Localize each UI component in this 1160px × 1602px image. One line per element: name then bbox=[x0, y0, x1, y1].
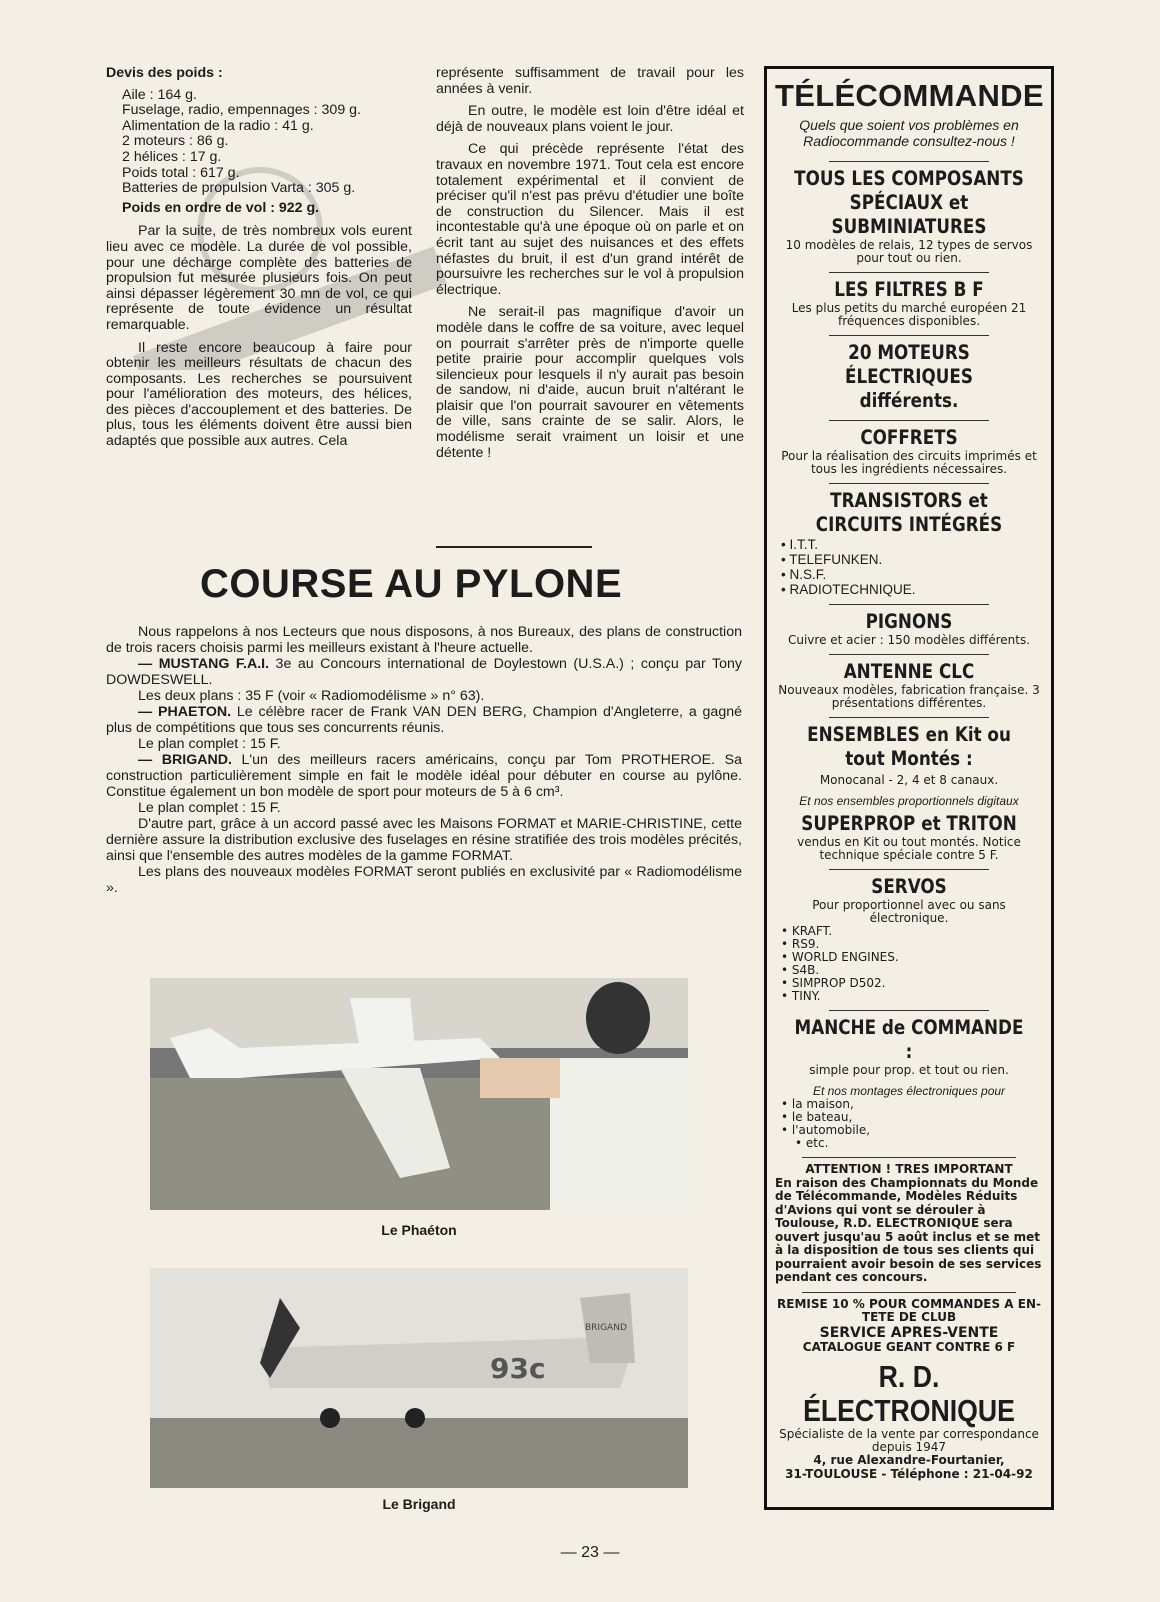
weight-item: 2 hélices : 17 g. bbox=[122, 148, 222, 165]
ad-section-title: PIGNONS bbox=[865, 610, 953, 633]
brand-city-phone: 31-TOULOUSE - Téléphone : 21-04-92 bbox=[785, 1466, 1033, 1481]
ad-section-title: TRANSISTORS et CIRCUITS INTÉGRÉS bbox=[815, 489, 1003, 536]
ad-divider bbox=[829, 604, 990, 605]
ad-bullet: • KRAFT. bbox=[781, 925, 1043, 938]
ad-bullet: • la maison, bbox=[781, 1098, 1043, 1111]
price: Les deux plans : 35 F (voir « Radiomodélisme » n° 63). bbox=[138, 688, 485, 704]
ad-section-title: COFFRETS bbox=[860, 426, 958, 449]
brigand-entry bbox=[106, 752, 742, 800]
paragraph: représente suffisamment de travail pour les années à venir. bbox=[436, 65, 744, 97]
weight-item: 2 moteurs : 86 g. bbox=[122, 133, 229, 150]
ad-tagline: Quels que soient vos problèmes en Radiocommande consultez-nous ! bbox=[799, 117, 1019, 149]
ad-bullet: • TELEFUNKEN. bbox=[781, 552, 1043, 567]
ad-section-title: MANCHE de COMMANDE : bbox=[794, 1016, 1024, 1063]
ad-italic-note: Et nos montages électroniques pour bbox=[812, 1084, 1006, 1098]
paragraph: D'autre part, grâce à un accord passé avec les Maisons FORMAT et MARIE-CHRISTINE, cette dernière assure la distribution exclusive des fuselages en résine stratifiée des trois modèles précités, ainsi que l'ensemble des autres modèles de la gamme FORMAT. bbox=[106, 816, 742, 864]
brand-address: 4, rue Alexandre-Fourtanier, bbox=[813, 1453, 1005, 1467]
weight-item: Batteries de propulsion Varta : 305 g. bbox=[122, 180, 356, 197]
weight-item: Fuselage, radio, empennages : 309 g. bbox=[122, 102, 361, 119]
ad-bullet: • TINY. bbox=[781, 990, 1043, 1003]
catalogue-text: CATALOGUE GEANT CONTRE 6 F bbox=[802, 1339, 1016, 1354]
ad-divider bbox=[829, 161, 990, 162]
photo-phaeton bbox=[150, 978, 688, 1210]
weight-item: Aile : 164 g. bbox=[122, 86, 197, 103]
ad-bullet: • S4B. bbox=[781, 964, 1043, 977]
model-text: 3e au Concours international de Doylestown (U.S.A.) ; conçu par Tony DOWDESWELL. bbox=[106, 656, 743, 688]
weights-heading: Devis des poids : bbox=[106, 65, 223, 81]
ad-divider bbox=[829, 483, 990, 484]
ad-bullet: • WORLD ENGINES. bbox=[781, 951, 1043, 964]
mustang-entry bbox=[106, 656, 742, 688]
paragraph: Il reste encore beaucoup à faire pour obtenir les meilleurs résultats de chacun des composants. Les recherches se poursuivent pour l'amélioration des moteurs, des hélices, des pièces d'accouplement et des batteries. De plus, tous les éléments doivent être aussi bien adaptés que possible aux autres. Cela bbox=[106, 339, 412, 450]
page-number: — 23 — bbox=[560, 1544, 620, 1561]
ad-section-title: LES FILTRES B F bbox=[834, 278, 984, 301]
paragraph: Ce qui précède représente l'état des travaux en novembre 1971. Tout cela est encore totalement expérimental et il convient de préciser qu'il n'est pas prévu d'étudier une boîte de construction du Silencer. Mais il est incontestable qu'à une époque où on parle et on écrit tant au sujet des nuisances et des effets néfastes du bruit, il est d'un grand intérêt de poursuivre les recherches sur le vol à propulsion électrique. bbox=[436, 141, 744, 298]
attention-text: En raison des Championnats du Monde de Télécommande, Modèles Réduits d'Avions qui vont se dérouler à Toulouse, R.D. ELECTRONIQUE sera ouvert jusqu'au 5 août inclus et se met à la disposition de tous ses clients qui pourraient avoir besoin de ses services pendant ces concours. bbox=[775, 1175, 1042, 1284]
model-text: L'un des meilleurs racers américains, conçu par Tom PROTHEROE. Sa construction particulièrement simple en fait le modèle idéal pour débuter en course au pylône. Constitue également un bon modèle de sport pour moteurs de 5 à 6 cm³. bbox=[106, 752, 742, 800]
paragraph: Par la suite, de très nombreux vols eurent lieu avec ce modèle. La durée de vol possible, pour une décharge complète des batteries de propulsion fut mesurée plusieurs fois. On peut ainsi dépasser légèrement 30 mn de vol, ce qui représente de toute évidence un résultat remarquable. bbox=[106, 223, 412, 333]
ad-bullet: • SIMPROP D502. bbox=[781, 977, 1043, 990]
ad-bullet: • RS9. bbox=[781, 938, 1043, 951]
ad-section-title: SERVOS bbox=[871, 875, 947, 898]
ad-bullet: • le bateau, bbox=[781, 1111, 1043, 1124]
ad-bullet: • l'automobile, bbox=[781, 1124, 1043, 1137]
section-title: COURSE AU PYLONE bbox=[200, 562, 623, 606]
ad-section-title: ANTENNE CLC bbox=[843, 660, 975, 683]
remise-text: REMISE 10 % POUR COMMANDES A EN-TETE DE CLUB bbox=[777, 1296, 1041, 1324]
photo-caption: Le Phaéton bbox=[381, 1222, 457, 1238]
middle-column bbox=[436, 66, 744, 468]
ad-section-text: Les plus petits du marché européen 21 fréquences disponibles. bbox=[791, 301, 1027, 328]
brand-name: R. D. ÉLECTRONIQUE bbox=[803, 1359, 1015, 1428]
weight-item: Poids total : 617 g. bbox=[122, 164, 240, 181]
price: Le plan complet : 15 F. bbox=[138, 736, 281, 752]
course-notice bbox=[106, 624, 742, 896]
ad-title: TÉLÉCOMMANDE bbox=[775, 78, 1044, 113]
ad-divider bbox=[802, 1292, 1016, 1293]
tail-name: BRIGAND bbox=[585, 1323, 627, 1333]
attention-title: ATTENTION ! TRES IMPORTANT bbox=[805, 1162, 1013, 1176]
section-divider bbox=[436, 546, 592, 548]
ad-bullet: • N.S.F. bbox=[781, 567, 1043, 582]
model-name: — BRIGAND. bbox=[138, 752, 232, 768]
ad-divider bbox=[829, 654, 990, 655]
ad-divider bbox=[829, 717, 990, 718]
brand-subtitle: Spécialiste de la vente par correspondance depuis 1947 bbox=[779, 1427, 1039, 1454]
ad-divider bbox=[829, 272, 990, 273]
ad-section-text: 10 modèles de relais, 12 types de servos pour tout ou rien. bbox=[785, 238, 1033, 265]
photo-caption: Le Brigand bbox=[382, 1496, 456, 1512]
ad-section-text: Cuivre et acier : 150 modèles différents. bbox=[787, 633, 1031, 647]
ad-section-title: TOUS LES COMPOSANTS SPÉCIAUX et SUBMINIATURES bbox=[794, 167, 1024, 238]
tail-number: 93c bbox=[490, 1352, 546, 1385]
ad-section-text: Monocanal - 2, 4 et 8 canaux. bbox=[819, 773, 999, 787]
ad-section-text: Pour la réalisation des circuits imprimés et tous les ingrédients nécessaires. bbox=[781, 449, 1037, 476]
weight-item: Alimentation de la radio : 41 g. bbox=[122, 117, 314, 134]
photo-brigand bbox=[150, 1268, 688, 1488]
model-name: — MUSTANG F.A.I. bbox=[138, 656, 270, 672]
ad-bullet-list bbox=[775, 925, 1043, 1003]
ad-bullet: • RADIOTECHNIQUE. bbox=[781, 582, 1043, 597]
paragraph: Les plans des nouveaux modèles FORMAT seront publiés en exclusivité par « Radiomodélisme ». bbox=[106, 864, 742, 896]
weights-list bbox=[106, 66, 412, 216]
ad-section-text: Nouveaux modèles, fabrication française. 3 présentations différentes. bbox=[778, 683, 1040, 710]
service-text: SERVICE APRES-VENTE bbox=[819, 1324, 999, 1341]
ad-divider bbox=[829, 869, 990, 870]
ad-divider bbox=[829, 1010, 990, 1011]
ad-divider bbox=[829, 335, 990, 336]
model-name: — PHAETON. bbox=[138, 704, 232, 720]
ad-section-title: SUPERPROP et TRITON bbox=[801, 812, 1017, 835]
ad-section-text: simple pour prop. et tout ou rien. bbox=[809, 1063, 1009, 1077]
brigand-photo-illustration bbox=[150, 1268, 688, 1488]
phaeton-entry bbox=[106, 704, 742, 736]
ad-section-text: Pour proportionnel avec ou sans électronique. bbox=[812, 898, 1006, 925]
ad-etc: • etc. bbox=[781, 1137, 1043, 1150]
advertisement-rd-electronique bbox=[764, 66, 1054, 1510]
ad-section-title: ENSEMBLES en Kit ou tout Montés : bbox=[807, 723, 1011, 770]
paragraph: Nous rappelons à nos Lecteurs que nous disposons, à nos Bureaux, des plans de construction de trois racers choisis parmi les meilleurs existant à l'heure actuelle. bbox=[106, 624, 742, 656]
ad-section-title: 20 MOTEURS ÉLECTRIQUES différents. bbox=[845, 341, 973, 412]
ad-bullet-list bbox=[775, 1098, 1043, 1150]
phaeton-photo-illustration bbox=[150, 978, 688, 1210]
ad-bullet-list bbox=[775, 537, 1043, 597]
ad-divider bbox=[829, 420, 990, 421]
paragraph: En outre, le modèle est loin d'être idéal et déjà de nouveaux plans voient le jour. bbox=[436, 103, 744, 135]
price: Le plan complet : 15 F. bbox=[138, 800, 281, 816]
ad-section-text: vendus en Kit ou tout montés. Notice technique spéciale contre 5 F. bbox=[797, 835, 1021, 862]
paragraph: Ne serait-il pas magnifique d'avoir un modèle dans le coffre de sa voiture, avec lequel on pourrait s'arrêter près de n'importe quelle petite prairie pour accomplir quelques vols silencieux pour lesquels il n'y aurait pas besoin de sandow, ni d'aide, aucun bruit n'altérant le plaisir que l'on pourrait savourer en vêtements de ville, sans crainte de se salir. Alors, le modélisme serait vraiment un loisir et une détente ! bbox=[436, 304, 744, 461]
ad-divider bbox=[802, 1157, 1016, 1158]
ad-bullet: • I.T.T. bbox=[781, 537, 1043, 552]
left-column bbox=[106, 66, 412, 457]
flight-weight: Poids en ordre de vol : 922 g. bbox=[122, 199, 320, 216]
model-text: Le célèbre racer de Frank VAN DEN BERG, Champion d'Angleterre, a gagné plus de compétitions que tous ses concurrents réunis. bbox=[106, 704, 742, 736]
ad-italic-note: Et nos ensembles proportionnels digitaux bbox=[799, 794, 1019, 808]
